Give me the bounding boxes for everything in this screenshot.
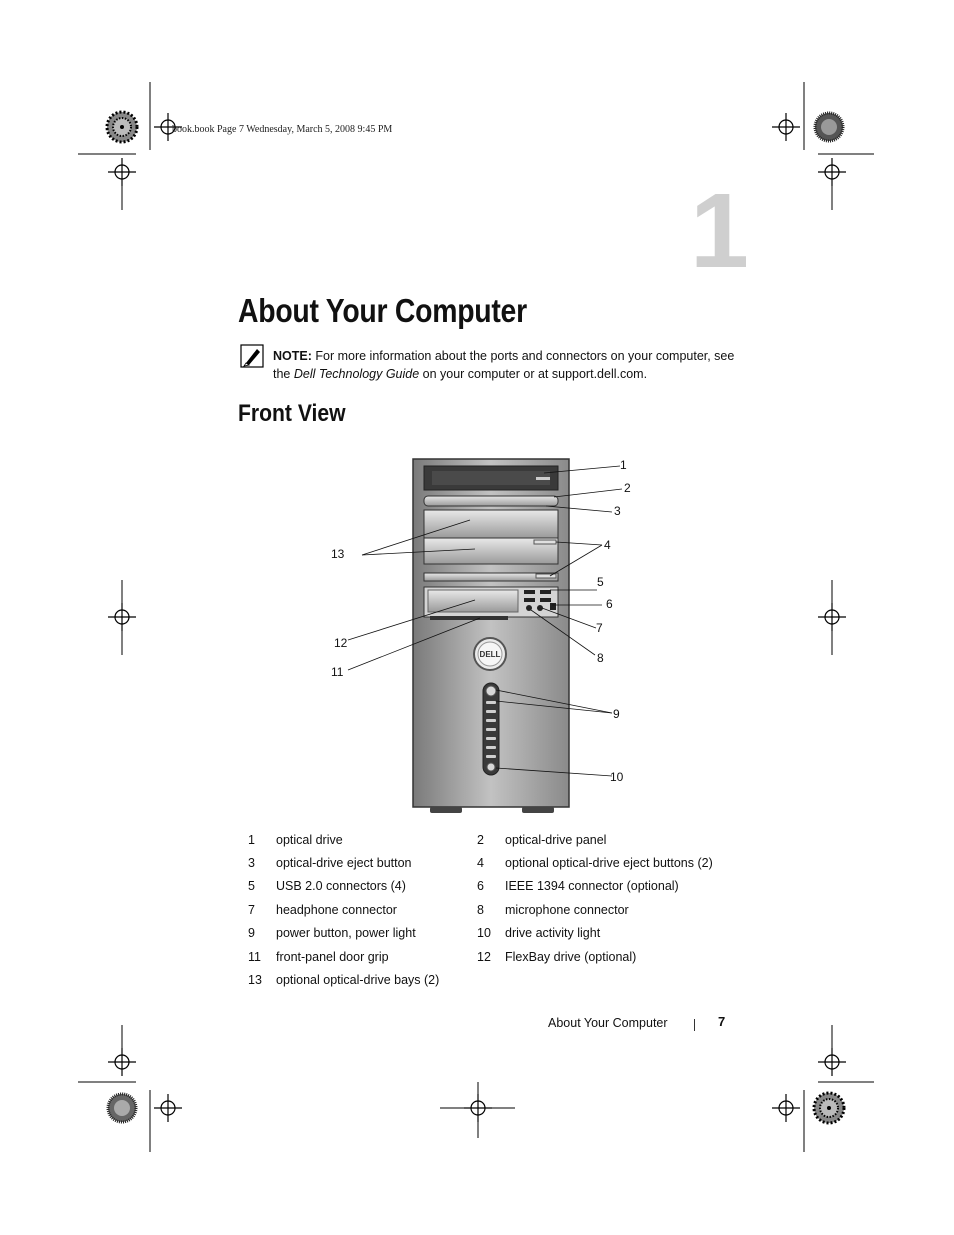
computer-front-view-figure: [300, 450, 660, 820]
dell-logo-text: DELL: [479, 650, 501, 659]
note-pencil-icon: [240, 344, 264, 368]
legend-row: [240, 875, 713, 898]
callout-2: 2: [624, 481, 631, 495]
legend-number: 7: [248, 902, 255, 917]
legend-label: USB 2.0 connectors (4): [276, 879, 406, 894]
chapter-title: About Your Computer: [238, 292, 527, 329]
legend-number: 4: [477, 856, 484, 871]
legend-label: FlexBay drive (optional): [505, 949, 637, 964]
legend-number: 10: [477, 926, 491, 941]
computer-illustration: [300, 450, 660, 820]
legend-row: [240, 968, 713, 991]
legend-label: optional optical-drive bays (2): [276, 973, 440, 988]
legend-row: [240, 922, 713, 945]
callout-6: 6: [606, 597, 613, 611]
callout-5: 5: [597, 575, 604, 589]
legend-label: [505, 968, 713, 991]
legend-number: 5: [248, 879, 255, 894]
note-link[interactable]: support.dell.com: [551, 367, 644, 381]
callout-4: 4: [604, 538, 611, 552]
note-text-2: on your computer or at: [419, 367, 552, 381]
legend-number: 1: [248, 832, 255, 847]
legend-number: 8: [477, 902, 484, 917]
legend-number: 2: [477, 832, 484, 847]
footer-chapter-title: About Your Computer: [548, 1016, 668, 1030]
callout-13: 13: [331, 547, 345, 561]
note-text-3: .: [643, 367, 648, 381]
legend-label: optical drive: [276, 832, 343, 847]
legend-label: headphone connector: [276, 902, 397, 917]
callout-12: 12: [334, 636, 348, 650]
callout-8: 8: [597, 651, 604, 665]
legend-row: [240, 898, 713, 921]
legend-label: optical-drive eject button: [276, 856, 412, 871]
callout-10: 10: [610, 770, 624, 784]
legend-number: 3: [248, 856, 255, 871]
legend-label: microphone connector: [505, 902, 629, 917]
legend-number: [469, 968, 505, 991]
legend-label: drive activity light: [505, 926, 601, 941]
section-title: Front View: [238, 400, 346, 427]
legend-number: 12: [477, 949, 491, 964]
callout-1: 1: [620, 458, 627, 472]
footer-divider: [694, 1019, 695, 1031]
callout-legend-table: [240, 828, 713, 992]
callout-7: 7: [596, 621, 603, 635]
legend-number: 13: [248, 973, 262, 988]
legend-row: [240, 851, 713, 874]
legend-number: 6: [477, 879, 484, 894]
legend-label: optional optical-drive eject buttons (2): [505, 856, 713, 871]
legend-label: front-panel door grip: [276, 949, 389, 964]
callout-11: 11: [331, 665, 344, 679]
legend-label: power button, power light: [276, 926, 416, 941]
note-guide-title: Dell Technology Guide: [293, 367, 420, 381]
legend-label: optical-drive panel: [505, 832, 607, 847]
chapter-number: 1: [690, 172, 749, 290]
legend-number: 11: [248, 949, 261, 964]
callout-9: 9: [613, 707, 620, 721]
legend-number: 9: [248, 926, 255, 941]
running-head: book.book Page 7 Wednesday, March 5, 2008 9:45 PM: [172, 124, 393, 135]
legend-row: [240, 828, 713, 851]
page-number: 7: [718, 1014, 726, 1029]
note-text: [273, 347, 743, 383]
legend-row: [240, 945, 713, 968]
note-text-1: For more information about the ports and connectors on your computer, see the: [273, 349, 735, 381]
callout-3: 3: [614, 504, 621, 518]
note-label: NOTE:: [273, 349, 312, 363]
legend-label: IEEE 1394 connector (optional): [505, 879, 679, 894]
